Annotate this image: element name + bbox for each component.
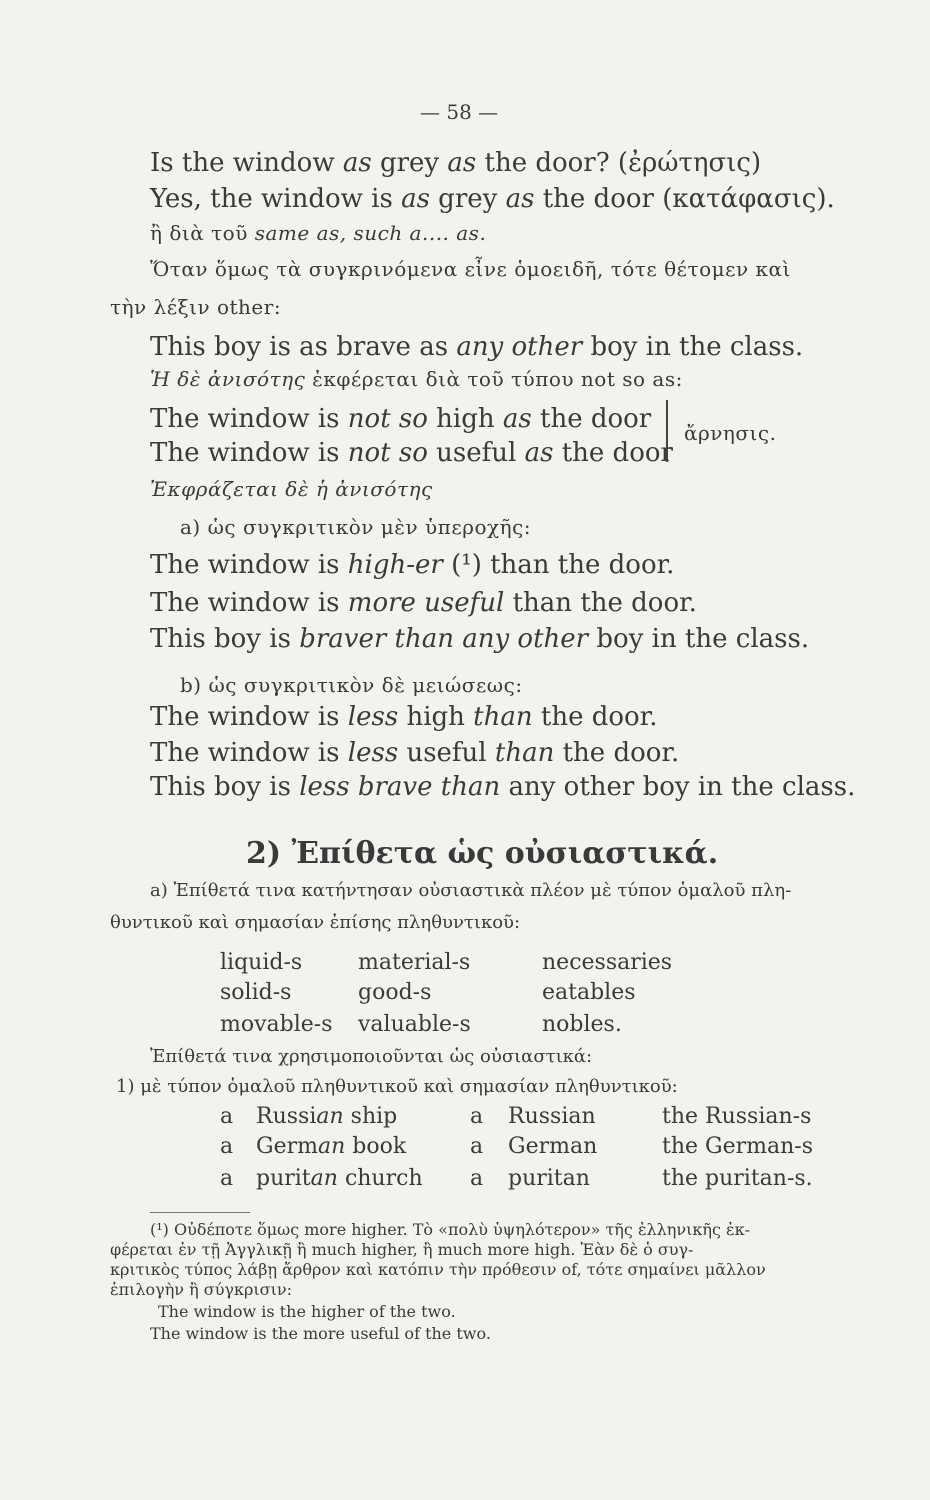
text-span: Ὅταν ὅμως τὰ συγκρινόμενα εἶνε ὁμοειδῆ, τότε θέτομεν καὶ [150, 257, 791, 281]
text-span: useful [427, 438, 525, 468]
text-span: purit [256, 1166, 311, 1191]
text-span: The window is [150, 438, 348, 468]
block2-intro-2: θυντικοῦ καὶ σημασίαν ἐπίσης πληθυντικοῦ: [110, 912, 521, 933]
table-cell: good-s [358, 980, 432, 1005]
footnote-rule [150, 1212, 250, 1213]
table-cell: a [220, 1134, 234, 1159]
footnote-line: κριτικὸς τύπος λάβῃ ἄρθρον καὶ κατόπιν τὴν πρόθεσιν of, τότε σημαίνει μᾶλλον [110, 1260, 766, 1279]
text-span: high [427, 404, 503, 434]
footnote-line: (¹) Οὐδέποτε ὅμως more higher. Τὸ «πολὺ ὑψηλότερον» τῆς ἑλληνικῆς ἐκ- [150, 1220, 751, 1239]
table-cell: the puritan-s. [662, 1166, 813, 1191]
text-span: the door. [554, 738, 680, 768]
text-span: Ἐκφράζεται δὲ ἡ ἀνισότης [150, 477, 433, 501]
text-span: The window is [150, 738, 348, 768]
text-span: high-er [347, 550, 443, 580]
text-line [150, 220, 486, 246]
text-span: b) ὡς συγκριτικὸν δὲ μειώσεως: [180, 673, 523, 697]
text-span: an [317, 1134, 346, 1159]
text-span: The window is [150, 702, 348, 732]
table-cell: eatables [542, 980, 636, 1005]
footnote-line: ἐπιλογὴν ἢ σύγκρισιν: [110, 1280, 292, 1299]
text-span: This boy is [150, 772, 300, 802]
text-span: The window is [150, 404, 348, 434]
text-span: Russi [256, 1104, 317, 1129]
text-span: Yes, the window is [150, 184, 402, 214]
text-line [150, 256, 791, 282]
text-line [110, 294, 281, 320]
text-span: as [502, 404, 532, 434]
text-span: book [345, 1134, 407, 1159]
text-span: less [347, 702, 399, 732]
table-cell: the Russian-s [662, 1104, 812, 1129]
table-cell: movable-s [220, 1012, 333, 1037]
text-span: than the door. [504, 588, 697, 618]
text-line [150, 148, 761, 178]
text-span: as [524, 438, 554, 468]
block2-intro-1: a) Ἐπίθετά τινα κατήντησαν οὐσιαστικὰ πλέον μὲ τύπον ὁμαλοῦ πλη- [150, 880, 792, 901]
section-heading: 2) Ἐπίθετα ὡς οὐσιαστικά. [246, 836, 719, 871]
text-span: more useful [347, 588, 505, 618]
table-cell [256, 1104, 397, 1130]
text-line [150, 476, 433, 502]
table-cell: material-s [358, 950, 471, 975]
text-line [150, 404, 651, 434]
table-cell: solid-s [220, 980, 292, 1005]
table-cell: a [220, 1104, 234, 1129]
text-span: boy in the class. [582, 332, 804, 362]
text-span: Germ [256, 1134, 318, 1159]
text-line [150, 738, 679, 768]
text-span: The window is [150, 550, 348, 580]
text-span: any other boy in the class. [500, 772, 856, 802]
text-line [180, 672, 523, 698]
text-span: Is the window [150, 148, 343, 178]
text-span: church [337, 1166, 423, 1191]
text-span: the door? (ἐρώτησις) [476, 148, 762, 178]
text-line [150, 772, 855, 802]
footnote-line: φέρεται ἐν τῇ Ἀγγλικῇ ἢ much higher, ἢ much more high. Ἐὰν δὲ ὁ συγ- [110, 1240, 694, 1259]
text-span: not so [347, 438, 428, 468]
table-cell: nobles. [542, 1012, 622, 1037]
text-line [150, 366, 683, 392]
text-span: less [347, 738, 399, 768]
text-span: not so [347, 404, 428, 434]
text-span: a) ὡς συγκριτικὸν μὲν ὑπεροχῆς: [180, 515, 532, 539]
footnote-line: The window is the higher of the two. [158, 1302, 456, 1321]
text-line [150, 702, 658, 732]
text-line [150, 550, 674, 580]
text-span: Ἡ δὲ ἀνισότης [150, 367, 306, 391]
text-span: the door [553, 438, 673, 468]
text-span: ἐκφέρεται διὰ τοῦ τύπου not so as: [305, 367, 683, 391]
brace [666, 400, 668, 462]
text-span: high [398, 702, 474, 732]
text-span: any other [456, 332, 583, 362]
text-span: This boy is [150, 624, 300, 654]
brace-label: ἄρνησις. [684, 421, 777, 445]
text-span: This boy is as brave as [150, 332, 457, 362]
text-span: an [310, 1166, 338, 1191]
block3-intro-2: 1) μὲ τύπον ὁμαλοῦ πληθυντικοῦ καὶ σημασίαν πληθυντικοῦ: [116, 1076, 678, 1097]
text-span: boy in the class. [588, 624, 810, 654]
text-span: than [473, 702, 533, 732]
text-span: the door [531, 404, 652, 434]
text-span: the door (κατάφασις). [534, 184, 835, 214]
text-span: than [494, 738, 555, 768]
text-span: (¹) than the door. [442, 550, 675, 580]
table-cell: liquid-s [220, 950, 303, 975]
table-cell: a [470, 1166, 484, 1191]
table-cell [256, 1166, 423, 1192]
text-span: less brave than [299, 772, 501, 802]
footnote-line: The window is the more useful of the two. [150, 1324, 491, 1343]
table-cell: the German-s [662, 1134, 814, 1159]
text-span: useful [398, 738, 495, 768]
text-line [150, 588, 697, 618]
block3-intro-1: Ἐπίθετά τινα χρησιμοποιοῦνται ὡς οὐσιαστικά: [150, 1046, 593, 1067]
table-cell: puritan [508, 1166, 590, 1191]
text-line [150, 332, 803, 362]
text-span: same as, such a.... as. [254, 221, 487, 245]
table-cell: necessaries [542, 950, 673, 975]
table-cell: a [470, 1134, 484, 1159]
text-span: ἢ διὰ τοῦ [150, 221, 255, 245]
text-span: as [342, 148, 372, 178]
table-cell: a [220, 1166, 234, 1191]
text-span: braver than any other [299, 624, 589, 654]
text-span: the door. [532, 702, 658, 732]
text-span: The window is [150, 588, 348, 618]
text-span: τὴν λέξιν other: [110, 295, 282, 319]
text-line [150, 184, 835, 214]
text-span: as [505, 184, 535, 214]
text-span: an [316, 1104, 344, 1129]
text-span: ship [343, 1104, 398, 1129]
table-cell: German [508, 1134, 598, 1159]
table-cell: Russian [508, 1104, 596, 1129]
text-span: as [447, 148, 477, 178]
page-number: — 58 — [420, 100, 499, 124]
table-cell: a [470, 1104, 484, 1129]
table-cell [256, 1134, 406, 1160]
text-line [150, 438, 673, 468]
table-cell: valuable-s [358, 1012, 471, 1037]
text-line [150, 624, 809, 654]
text-span: as [401, 184, 430, 214]
text-span: grey [429, 184, 506, 214]
text-span: grey [371, 148, 448, 178]
text-line [180, 514, 531, 540]
